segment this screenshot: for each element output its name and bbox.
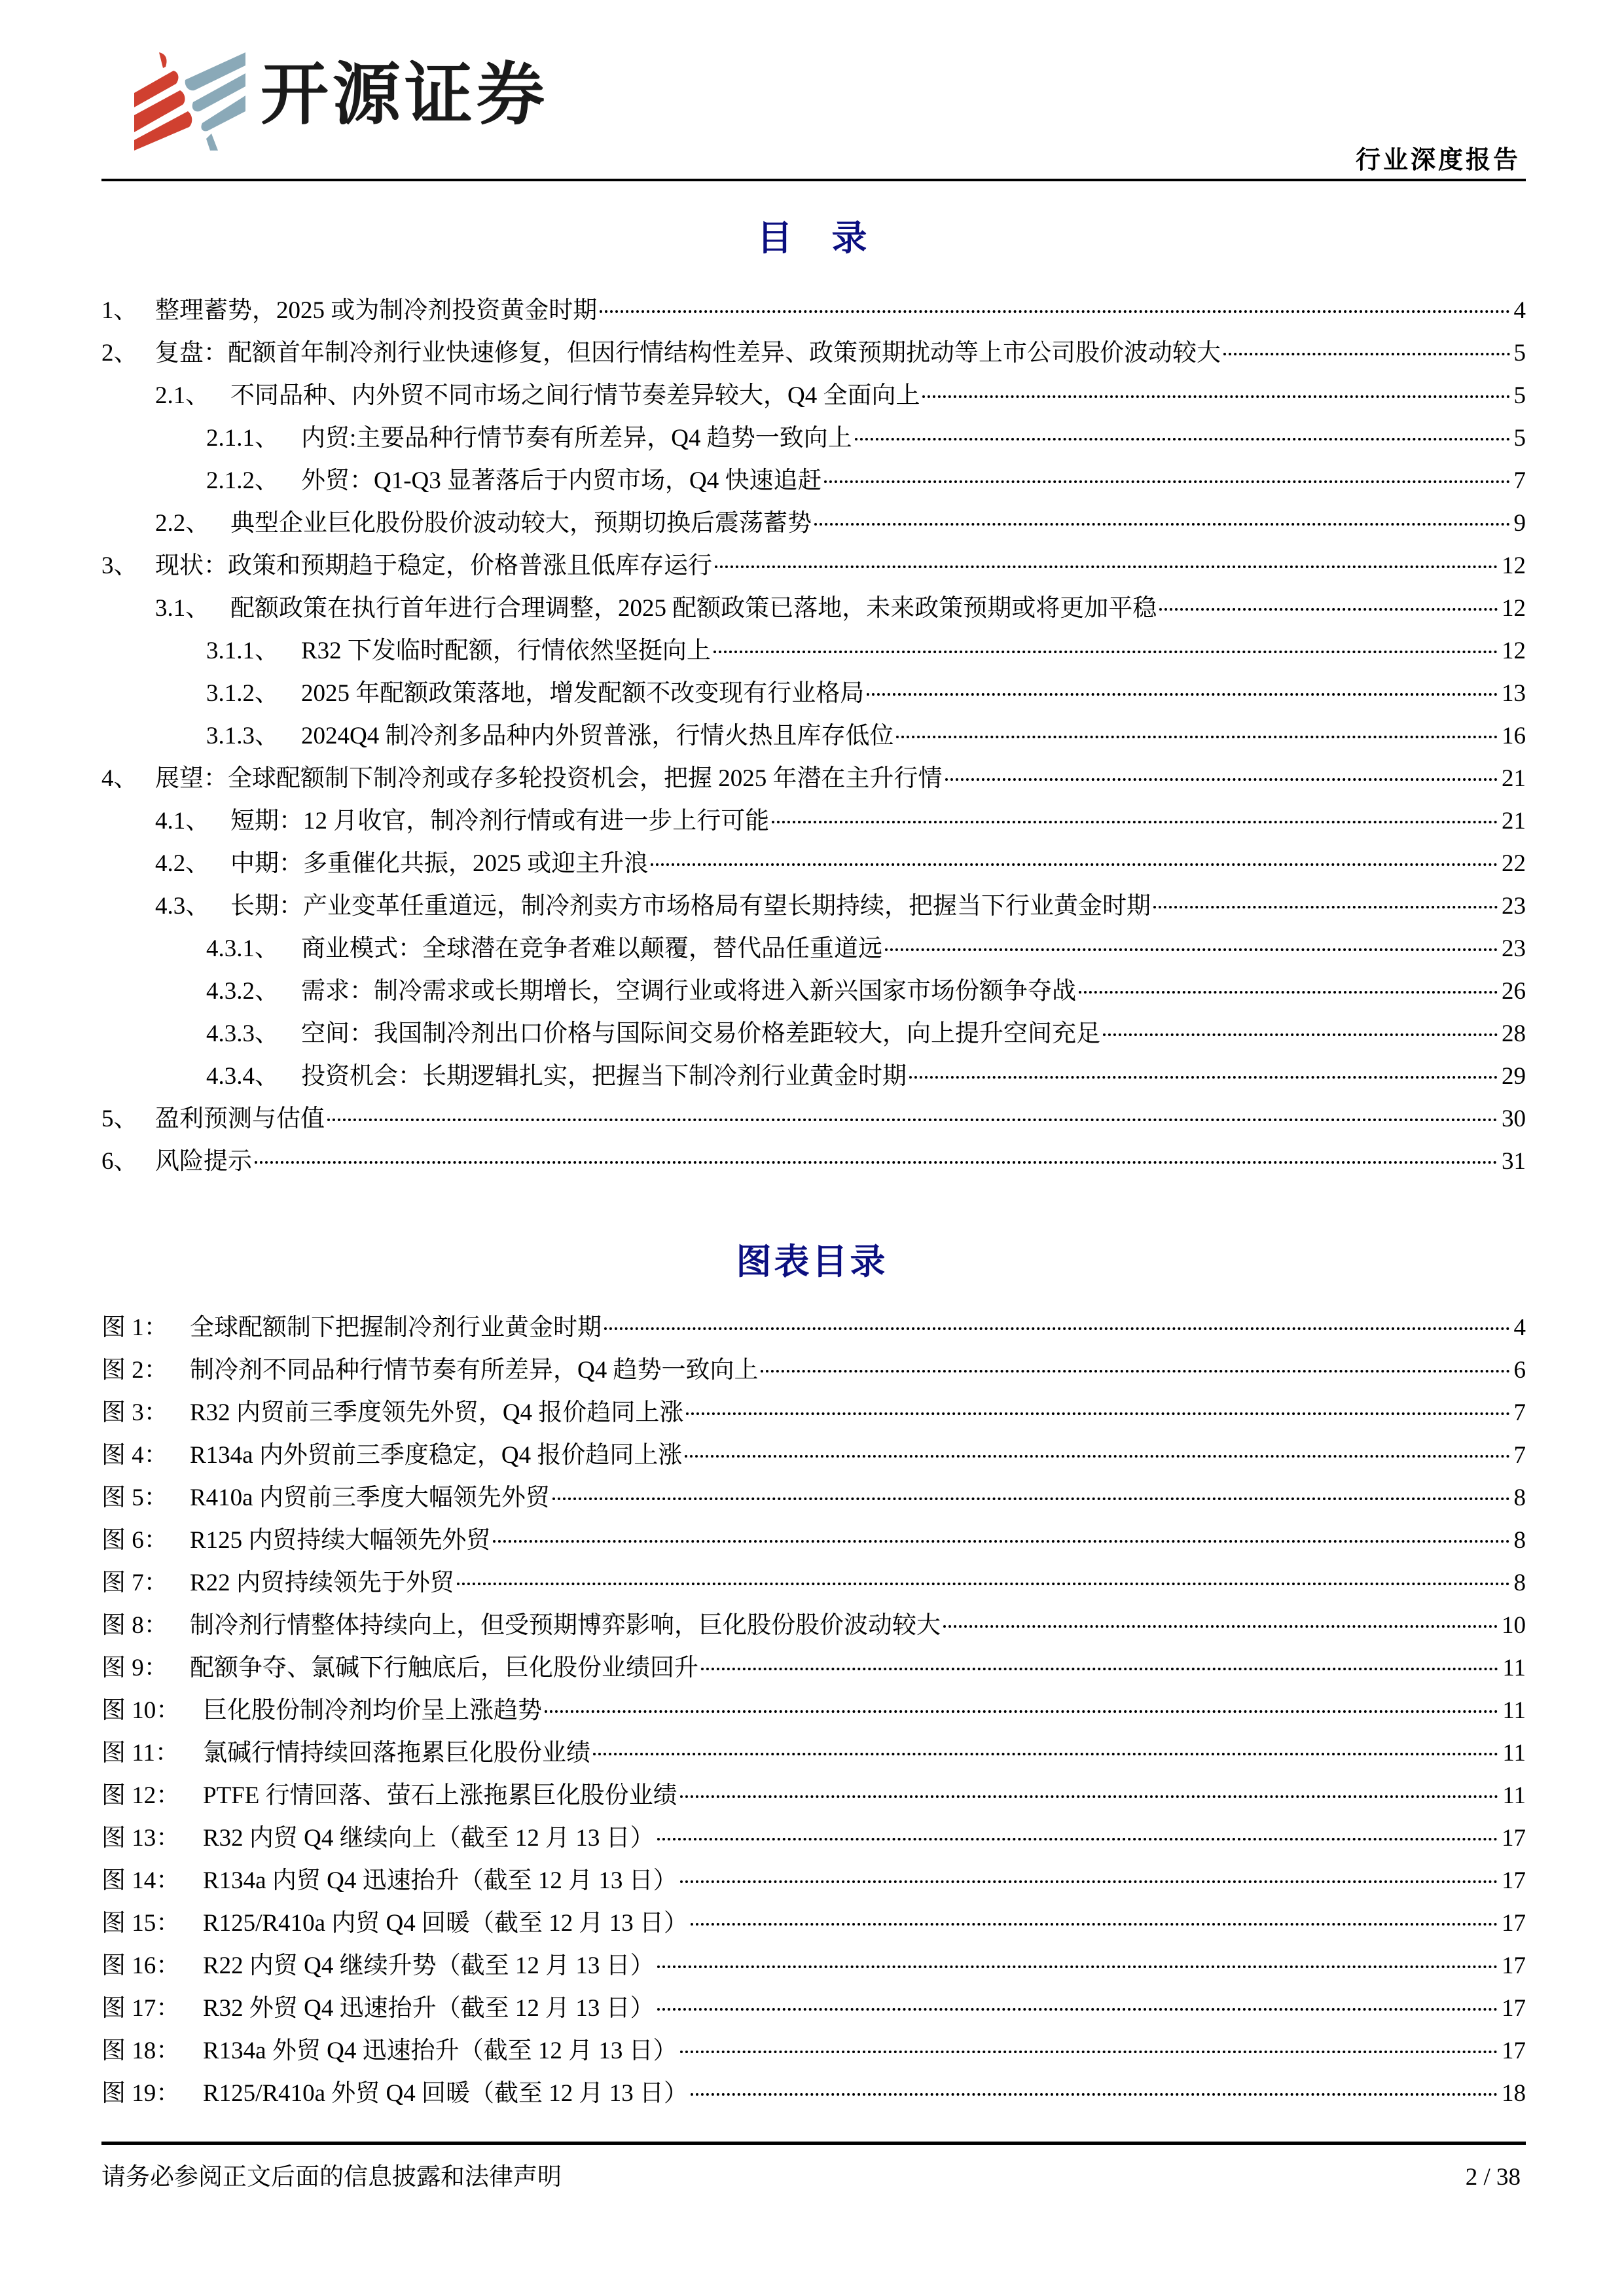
figure-index-entry[interactable] <box>101 1477 1526 1519</box>
page-reference: 8 <box>1513 1570 1526 1596</box>
section-title: 整理蓄势，2025 或为制冷剂投资黄金时期 <box>155 297 598 324</box>
page-reference: 11 <box>1502 1740 1526 1767</box>
dot-leader <box>1159 608 1498 611</box>
toc-entry[interactable] <box>101 417 1526 459</box>
section-number: 4.3.3、 <box>206 1020 279 1047</box>
figure-number: 图 3： <box>101 1399 168 1426</box>
figure-caption: R32 内贸前三季度领先外贸，Q4 报价趋同上涨 <box>190 1399 684 1426</box>
section-number: 6、 <box>101 1148 138 1175</box>
dot-leader <box>814 523 1510 526</box>
figure-caption: PTFE 行情回落、萤石上涨拖累巨化股份业绩 <box>203 1782 677 1809</box>
dot-leader <box>943 1625 1498 1628</box>
figure-caption: 氯碱行情持续回落拖累巨化股份业绩 <box>203 1740 590 1767</box>
dot-leader <box>909 1076 1498 1079</box>
figure-index-entry[interactable] <box>101 1859 1526 1902</box>
figure-caption: R32 内贸 Q4 继续向上（截至 12 月 13 日） <box>203 1825 655 1852</box>
figure-number: 图 14： <box>101 1867 181 1894</box>
page-reference: 7 <box>1513 1399 1526 1426</box>
dot-leader <box>691 1923 1498 1926</box>
figure-index-entry[interactable] <box>101 2072 1526 2115</box>
page-reference: 30 <box>1502 1105 1526 1132</box>
figure-index-entry[interactable] <box>101 1519 1526 1562</box>
section-number: 3.1、 <box>155 595 210 622</box>
page-reference: 9 <box>1513 510 1526 537</box>
toc-entry[interactable] <box>101 715 1526 757</box>
figure-caption: 制冷剂不同品种行情节奏有所差异，Q4 趋势一致向上 <box>190 1357 759 1384</box>
page-reference: 12 <box>1502 552 1526 579</box>
section-title: 外贸：Q1-Q3 显著落后于内贸市场，Q4 快速追赶 <box>301 467 822 494</box>
figure-index-entry[interactable] <box>101 1945 1526 1987</box>
page-reference: 26 <box>1502 978 1526 1005</box>
footer-divider <box>101 2142 1526 2145</box>
page-reference: 17 <box>1502 1995 1526 2022</box>
dot-leader <box>545 1710 1498 1713</box>
figure-number: 图 9： <box>101 1655 168 1681</box>
figure-caption: R125 内贸持续大幅领先外贸 <box>190 1527 491 1554</box>
section-title: 空间：我国制冷剂出口价格与国际间交易价格差距较大，向上提升空间充足 <box>301 1020 1100 1047</box>
footer-disclaimer: 请务必参阅正文后面的信息披露和法律声明 <box>101 2164 562 2191</box>
section-number: 4.2、 <box>155 850 210 877</box>
dot-leader <box>680 1880 1498 1883</box>
toc-entry[interactable] <box>101 587 1526 630</box>
toc-entry[interactable] <box>101 1140 1526 1183</box>
dot-leader <box>713 651 1498 653</box>
figure-number: 图 15： <box>101 1910 181 1937</box>
dot-leader <box>552 1498 1510 1500</box>
figure-number: 图 17： <box>101 1995 181 2022</box>
toc-entry[interactable] <box>101 502 1526 545</box>
dot-leader <box>680 2051 1498 2053</box>
figure-caption: 配额争夺、氯碱下行触底后，巨化股份业绩回升 <box>190 1655 698 1681</box>
page-reference: 4 <box>1513 297 1526 324</box>
page-reference: 10 <box>1502 1612 1526 1639</box>
section-number: 2.1.2、 <box>206 467 279 494</box>
figure-index-entry[interactable] <box>101 1391 1526 1434</box>
page-reference: 23 <box>1502 893 1526 920</box>
figure-caption: R134a 内贸 Q4 迅速抬升（截至 12 月 13 日） <box>203 1867 677 1894</box>
figure-caption: R134a 内外贸前三季度稳定，Q4 报价趋同上涨 <box>190 1442 683 1469</box>
figure-number: 图 4： <box>101 1442 168 1469</box>
section-title: 投资机会：长期逻辑扎实，把握当下制冷剂行业黄金时期 <box>301 1063 907 1090</box>
page-reference: 8 <box>1513 1527 1526 1554</box>
section-number: 4、 <box>101 765 138 792</box>
page-reference: 22 <box>1502 850 1526 877</box>
page-reference: 11 <box>1502 1782 1526 1809</box>
section-title: 配额政策在执行首年进行合理调整，2025 配额政策已落地，未来政策预期或将更加平稳 <box>230 595 1157 622</box>
dot-leader <box>327 1119 1498 1121</box>
page-reference: 8 <box>1513 1484 1526 1511</box>
figure-index-entry[interactable] <box>101 1817 1526 1859</box>
section-number: 3.1.1、 <box>206 637 279 664</box>
figure-number: 图 12： <box>101 1782 181 1809</box>
page-reference: 11 <box>1502 1697 1526 1724</box>
figure-index-entry[interactable] <box>101 1306 1526 1349</box>
dot-leader <box>657 2008 1498 2011</box>
dot-leader <box>922 395 1509 398</box>
page-reference: 17 <box>1502 1867 1526 1894</box>
figure-number: 图 11： <box>101 1740 179 1767</box>
figure-index-entry[interactable] <box>101 1562 1526 1604</box>
brand-name: 开源证券 <box>261 54 549 134</box>
figure-index-list <box>101 1306 1526 2115</box>
toc-entry[interactable] <box>101 1098 1526 1140</box>
section-number: 5、 <box>101 1105 138 1132</box>
section-title: 2024Q4 制冷剂多品种内外贸普涨，行情火热且库存低位 <box>301 723 894 749</box>
page-reference: 11 <box>1502 1655 1526 1681</box>
company-logo-icon <box>134 52 245 151</box>
figure-index-entry[interactable] <box>101 2030 1526 2072</box>
dot-leader <box>686 1412 1509 1415</box>
section-title: 复盘：配额首年制冷剂行业快速修复，但因行情结构性差异、政策预期扰动等上市公司股价波动较大 <box>155 340 1221 367</box>
toc-entry[interactable] <box>101 757 1526 800</box>
figure-index-entry[interactable] <box>101 1647 1526 1689</box>
figure-number: 图 8： <box>101 1612 168 1639</box>
figure-number: 图 13： <box>101 1825 181 1852</box>
page-reference: 13 <box>1502 680 1526 707</box>
dot-leader <box>657 1838 1498 1840</box>
page-reference: 17 <box>1502 1825 1526 1852</box>
dot-leader <box>680 1795 1499 1798</box>
figure-caption: R22 内贸 Q4 继续升势（截至 12 月 13 日） <box>203 1952 655 1979</box>
dot-leader <box>657 1965 1498 1968</box>
figure-number: 图 2： <box>101 1357 168 1384</box>
section-number: 2、 <box>101 340 138 367</box>
section-number: 4.3.4、 <box>206 1063 279 1090</box>
page-reference: 21 <box>1502 765 1526 792</box>
section-number: 4.1、 <box>155 808 210 834</box>
page-reference: 5 <box>1513 425 1526 452</box>
toc-entry[interactable] <box>101 970 1526 1013</box>
section-title: 需求：制冷需求或长期增长，空调行业或将进入新兴国家市场份额争夺战 <box>301 978 1076 1005</box>
page-reference: 21 <box>1502 808 1526 834</box>
section-number: 2.2、 <box>155 510 210 537</box>
section-number: 2.1、 <box>155 382 210 409</box>
figure-index-entry[interactable] <box>101 1732 1526 1774</box>
dot-leader <box>600 310 1509 313</box>
toc-list <box>101 289 1526 1183</box>
section-number: 2.1.1、 <box>206 425 279 452</box>
section-title: 长期：产业变革任重道远，制冷剂卖方市场格局有望长期持续，把握当下行业黄金时期 <box>230 893 1151 920</box>
toc-entry[interactable] <box>101 927 1526 970</box>
page-reference: 7 <box>1513 1442 1526 1469</box>
toc-entry[interactable] <box>101 672 1526 715</box>
toc-entry[interactable] <box>101 842 1526 885</box>
figure-number: 图 16： <box>101 1952 181 1979</box>
figure-number: 图 7： <box>101 1570 168 1596</box>
section-number: 4.3.2、 <box>206 978 279 1005</box>
toc-entry[interactable] <box>101 1055 1526 1098</box>
section-title: 中期：多重催化共振，2025 或迎主升浪 <box>230 850 649 877</box>
figure-number: 图 18： <box>101 2037 181 2064</box>
dot-leader <box>715 565 1498 568</box>
figure-caption: R32 外贸 Q4 迅速抬升（截至 12 月 13 日） <box>203 1995 655 2022</box>
toc-entry[interactable] <box>101 459 1526 502</box>
figure-index-entry[interactable] <box>101 1774 1526 1817</box>
figure-caption: 巨化股份制冷剂均价呈上涨趋势 <box>203 1697 542 1724</box>
dot-leader <box>885 948 1498 951</box>
dot-leader <box>1103 1033 1498 1036</box>
figure-caption: R22 内贸持续领先于外贸 <box>190 1570 454 1596</box>
dot-leader <box>1153 906 1498 908</box>
dot-leader <box>945 778 1498 781</box>
section-title: 盈利预测与估值 <box>155 1105 325 1132</box>
figure-caption: 全球配额制下把握制冷剂行业黄金时期 <box>190 1314 602 1341</box>
section-number: 1、 <box>101 297 138 324</box>
dot-leader <box>685 1455 1509 1458</box>
figure-caption: R125/R410a 外贸 Q4 回暖（截至 12 月 13 日） <box>203 2080 689 2107</box>
page-reference: 31 <box>1502 1148 1526 1175</box>
figure-number: 图 10： <box>101 1697 181 1724</box>
section-title: 风险提示 <box>155 1148 252 1175</box>
page-number: 2 / 38 <box>1465 2164 1521 2191</box>
page-reference: 17 <box>1502 1910 1526 1937</box>
figure-caption: 制冷剂行情整体持续向上，但受预期博弈影响，巨化股份股价波动较大 <box>190 1612 941 1639</box>
section-number: 3.1.2、 <box>206 680 279 707</box>
toc-entry[interactable] <box>101 545 1526 587</box>
section-title: 内贸:主要品种行情节奏有所差异，Q4 趋势一致向上 <box>301 425 852 452</box>
figure-caption: R134a 外贸 Q4 迅速抬升（截至 12 月 13 日） <box>203 2037 677 2064</box>
section-number: 3.1.3、 <box>206 723 279 749</box>
toc-entry[interactable] <box>101 1013 1526 1055</box>
dot-leader <box>255 1161 1498 1164</box>
toc-entry[interactable] <box>101 885 1526 927</box>
section-title: 展望：全球配额制下制冷剂或存多轮投资机会，把握 2025 年潜在主升行情 <box>155 765 943 792</box>
dot-leader <box>457 1583 1510 1585</box>
page-reference: 5 <box>1513 382 1526 409</box>
page-reference: 7 <box>1513 467 1526 494</box>
dot-leader <box>824 480 1509 483</box>
page-reference: 17 <box>1502 2037 1526 2064</box>
dot-leader <box>701 1668 1498 1670</box>
page-reference: 18 <box>1502 2080 1526 2107</box>
toc-entry[interactable] <box>101 332 1526 374</box>
dot-leader <box>896 736 1498 738</box>
section-title: 不同品种、内外贸不同市场之间行情节奏差异较大，Q4 全面向上 <box>230 382 920 409</box>
page-reference: 12 <box>1502 595 1526 622</box>
dot-leader <box>761 1370 1509 1372</box>
figure-number: 图 19： <box>101 2080 181 2107</box>
section-title: 短期：12 月收官，制冷剂行情或有进一步上行可能 <box>230 808 770 834</box>
figure-index-entry[interactable] <box>101 1902 1526 1945</box>
dot-leader <box>493 1540 1509 1543</box>
page-reference: 4 <box>1513 1314 1526 1341</box>
page-reference: 12 <box>1502 637 1526 664</box>
section-title: 2025 年配额政策落地，增发配额不改变现有行业格局 <box>301 680 865 707</box>
page-reference: 16 <box>1502 723 1526 749</box>
toc-entry[interactable] <box>101 374 1526 417</box>
figure-number: 图 5： <box>101 1484 168 1511</box>
figure-index-entry[interactable] <box>101 1689 1526 1732</box>
figure-number: 图 1： <box>101 1314 168 1341</box>
dot-leader <box>1223 353 1510 355</box>
dot-leader <box>691 2093 1498 2096</box>
figure-caption: R410a 内贸前三季度大幅领先外贸 <box>190 1484 550 1511</box>
section-title: 典型企业巨化股份股价波动较大，预期切换后震荡蓄势 <box>230 510 812 537</box>
figure-index-entry[interactable] <box>101 1434 1526 1477</box>
section-title: 商业模式：全球潜在竞争者难以颠覆，替代品任重道远 <box>301 935 882 962</box>
section-number: 4.3.1、 <box>206 935 279 962</box>
dot-leader <box>604 1327 1510 1330</box>
dot-leader <box>1079 991 1498 994</box>
section-number: 4.3、 <box>155 893 210 920</box>
page-reference: 29 <box>1502 1063 1526 1090</box>
figure-index-title: 图表目录 <box>736 1240 888 1282</box>
figure-caption: R125/R410a 内贸 Q4 回暖（截至 12 月 13 日） <box>203 1910 689 1937</box>
header-divider <box>101 179 1526 181</box>
page-reference: 23 <box>1502 935 1526 962</box>
dot-leader <box>855 438 1510 440</box>
page-reference: 17 <box>1502 1952 1526 1979</box>
section-number: 3、 <box>101 552 138 579</box>
page-reference: 6 <box>1513 1357 1526 1384</box>
dot-leader <box>651 863 1498 866</box>
dot-leader <box>772 821 1498 823</box>
figure-index-entry[interactable] <box>101 1604 1526 1647</box>
figure-index-entry[interactable] <box>101 1349 1526 1391</box>
toc-title: 目录 <box>757 217 907 259</box>
section-title: R32 下发临时配额，行情依然坚挺向上 <box>301 637 711 664</box>
page-reference: 5 <box>1513 340 1526 367</box>
section-title: 现状：政策和预期趋于稳定，价格普涨且低库存运行 <box>155 552 712 579</box>
figure-number: 图 6： <box>101 1527 168 1554</box>
figure-index-entry[interactable] <box>101 1987 1526 2030</box>
dot-leader <box>593 1753 1498 1755</box>
toc-entry[interactable] <box>101 800 1526 842</box>
dot-leader <box>867 693 1498 696</box>
toc-entry[interactable] <box>101 630 1526 672</box>
page-reference: 28 <box>1502 1020 1526 1047</box>
toc-entry[interactable] <box>101 289 1526 332</box>
report-type-label: 行业深度报告 <box>1355 147 1521 174</box>
